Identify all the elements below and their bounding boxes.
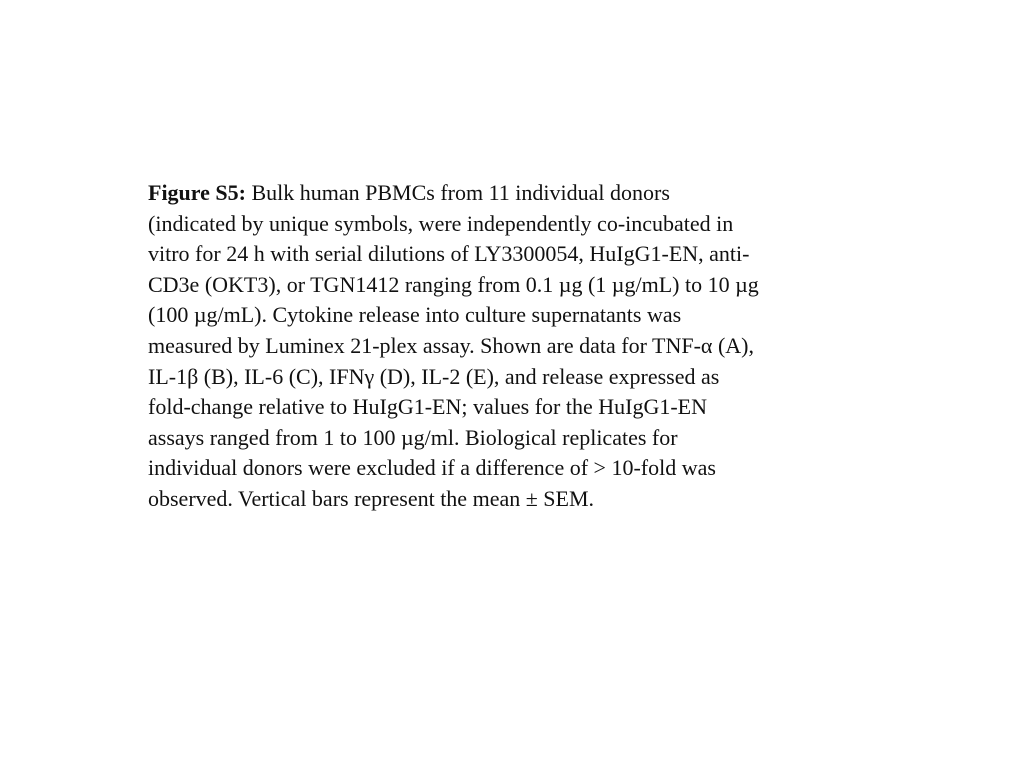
caption-line-4: CD3e (OKT3), or TGN1412 ranging from 0.1 µg (1 µg/mL) to 10 µg <box>148 271 759 297</box>
caption-line-11: observed. Vertical bars represent the mean ± SEM. <box>148 485 595 511</box>
caption-line-6: measured by Luminex 21-plex assay. Shown are data for TNF-α (A), <box>148 332 754 358</box>
caption-line-2: (indicated by unique symbols, were independently co-incubated in <box>148 210 734 236</box>
caption-line-10: individual donors were excluded if a difference of > 10-fold was <box>148 455 716 481</box>
caption-line-1-text: Bulk human PBMCs from 11 individual donors <box>245 180 670 205</box>
figure-caption <box>148 178 888 515</box>
caption-line-3: vitro for 24 h with serial dilutions of LY3300054, HuIgG1-EN, anti- <box>148 241 750 267</box>
figure-label: Figure S5: <box>148 180 246 205</box>
caption-line-5: (100 µg/mL). Cytokine release into culture supernatants was <box>148 302 682 328</box>
caption-line-8: fold-change relative to HuIgG1-EN; values for the HuIgG1-EN <box>148 394 707 420</box>
caption-line-1 <box>148 178 888 209</box>
caption-line-9: assays ranged from 1 to 100 µg/ml. Biological replicates for <box>148 424 678 450</box>
caption-line-7: IL-1β (B), IL-6 (C), IFNγ (D), IL-2 (E), and release expressed as <box>148 363 720 389</box>
